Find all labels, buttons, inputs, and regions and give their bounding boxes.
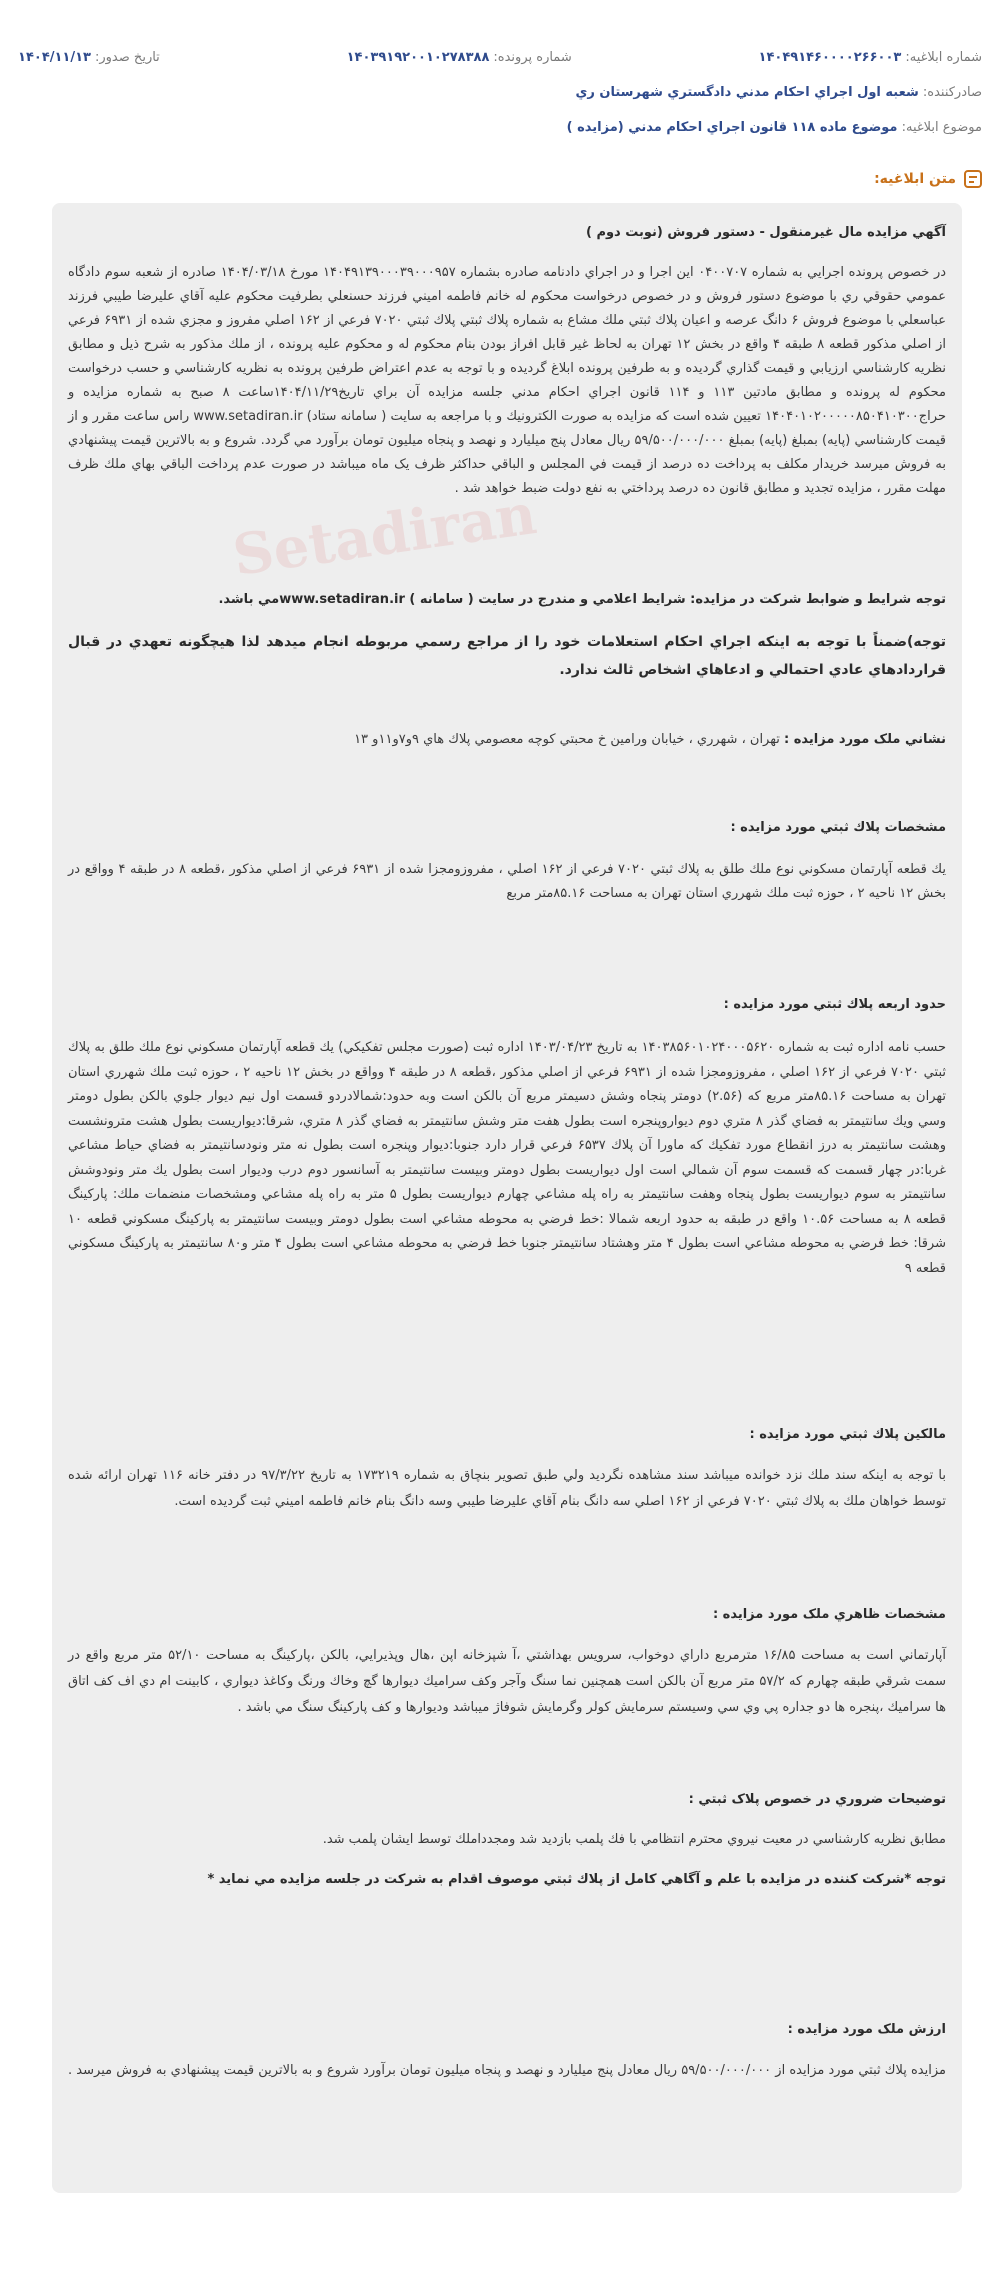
case-number-value: ۱۴۰۳۹۱۹۲۰۰۱۰۲۷۸۳۸۸: [346, 50, 490, 65]
case-number: [347, 50, 572, 65]
notice-heading: آگهي مزايده مال غيرمنقول - دستور فروش (نوبت دوم ): [585, 225, 946, 240]
notice-content-box: [52, 203, 962, 2193]
case-number-label: شماره پرونده:: [493, 50, 572, 65]
issuer-label: صادرکننده:: [922, 85, 982, 100]
notice-number-label: شماره ابلاغیه:: [905, 50, 982, 65]
notes-title: توضيحات ضروري در خصوص پلاک ثبتي :: [688, 1792, 946, 1807]
notice-text-title: متن ابلاغیه:: [874, 171, 956, 187]
notes-text: مطابق نظريه كارشناسي در معيت نيروي محترم انتظامي با فك پلمب بازديد شد ومجدداملك توسط ايشان پلمب شد.: [322, 1832, 946, 1847]
issuer-line: [575, 85, 982, 100]
subject-value: موضوع ماده ۱۱۸ قانون اجراي احكام مدني (مزايده ): [566, 120, 898, 135]
issue-date: [18, 50, 160, 65]
issue-date-value: ۱۴۰۴/۱۱/۱۳: [18, 50, 91, 65]
conditions-paragraph: توجه شرايط و ضوابط شركت در مزايده: شرايط اعلامي و مندرج در سايت ( سامانه ) www.setadiran.irمي باشد.: [218, 592, 946, 607]
notice-text-header: [874, 170, 982, 188]
address-label: نشاني ملک مورد مزايده :: [783, 732, 946, 747]
owners-title: مالكين پلاك ثبتي مورد مزايده :: [749, 1427, 946, 1442]
issue-date-label: تاریخ صدور:: [95, 50, 160, 65]
subject-label: موضوع ابلاغیه:: [901, 120, 982, 135]
header-meta-row: [18, 50, 982, 65]
appearance-text: آپارتماني است به مساحت ۱۶/۸۵ مترمربع داراي دوخواب، سرويس بهداشتي ،آ شپزخانه اپن ،هال وپذيرايي، بالكن ،پاركينگ به مساحت ۵۲/۱۰ متر مربع واقع در سمت شرقي طبقه چهارم كه ۵۷/۲ متر مربع آن بالكن است همچنين نما سنگ وآجر وكف سراميك ديوارها گچ وخاك ورنگ وكاغذ ديواري ، كابينت ام دي اف كف اتاق ها سراميك ،پنجره ها دو جداره پي وي سي وسيستم سرمايش كولر وگرمايش شوفاژ ميباشد وديوارها و كف پاركينگ سنگ مي باشد .: [68, 1648, 946, 1715]
watermark-logo: Setadiran: [228, 481, 541, 589]
issuer-value: شعبه اول اجراي احكام مدني دادگستري شهرستان ري: [575, 85, 919, 100]
bounds-title: حدود اربعه پلاك ثبتي مورد مزايده :: [723, 997, 946, 1012]
bounds-text: حسب نامه اداره ثبت به شماره ۱۴۰۳۸۵۶۰۱۰۲۴۰۰۰۵۶۲۰ به تاريخ ۱۴۰۳/۰۴/۲۳ اداره ثبت (صورت مجلس تفكيكي) يك قطعه آپارتمان مسكوني نوع ملك طلق به پلاك ثبتي ۷۰۲۰ فرعي از ۱۶۲ اصلي ، مفروزومجزا شده از ۶۹۳۱ فرعي از اصلي مذكور ،قطعه ۸ در طبقه ۴ وواقع در بخش ۱۲ ناحيه ۲ ، حوزه ثبت ملك شهرري استان تهران به مساحت ۸۵.۱۶متر مربع كه (۲.۵۶) دومتر پنجاه وشش دسيمتر مربع آن بالكن است وبه حدود:شمالادردو قسمت اول نيم ديوار جلوي بالكن بطول دومتر وسي ويك سانتيمتر به فضاي گذر ۸ متري دوم ديواروپنجره است بطول هفت متر وشش سانتيمتر به فضاي گذر ۸ متري، شرقا:ديواريست بطول هشت مترونشست وهشت سانتيمتر به درز انقطاع مورد تفكيك كه ماورا آن پلاك ۶۵۳۷ فرعي قرار دارد جنوبا:ديوار وپنجره است بطول نه متر ونودسانتيمتر به فضاي حياط مشاعي غربا:در چهار قسمت كه قسمت سوم آن شمالي است اول ديواريست بطول دومتر وبيست سانتيمتر به آسانسور دوم درب وديوار است بطول يك متر ونودوشش سانتيمتر به سوم ديواريست بطول پنجاه وهفت سانتيمتر به راه پله مشاعي چهارم ديواريست بطول ۵ متر به راه پله مشاعي ومشخصات منضمات ملك: پاركينگ قطعه ۸ به مساحت ۱۰.۵۶ واقع در طبقه به حدود اربعه شمالا :خط فرضي به محوطه مشاعي است بطول دومتر وبيست سانتيمتر به پاركينگ مسكوني قطعه ۱۰ شرقا: خط فرضي به محوطه مشاعي است بطول ۴ متر وهشتاد سانتيمتر جنوبا خط فرضي به محوطه مشاعي است بطول ۴ متر و۸۰ سانتيمتر به پاركينگ مسكوني قطعه ۹: [68, 1040, 947, 1276]
spec-text: يك قطعه آپارتمان مسكوني نوع ملك طلق به پلاك ثبتي ۷۰۲۰ فرعي از ۱۶۲ اصلي ، مفروزومجزا شده از ۶۹۳۱ فرعي از اصلي مذكور ،قطعه ۸ در طبقه ۴ وواقع در بخش ۱۲ ناحيه ۲ ، حوزه ثبت ملك شهرري استان تهران به مساحت ۸۵.۱۶متر مربع: [68, 862, 946, 901]
appearance-title: مشخصات ظاهري ملک مورد مزايده :: [712, 1607, 946, 1622]
notice-number-value: ۱۴۰۴۹۱۴۶۰۰۰۰۲۶۶۰۰۳: [758, 50, 902, 65]
subject-line: [567, 120, 982, 135]
value-text: مزايده پلاك ثبتي مورد مزايده از ۵۹/۵۰۰/۰۰۰/۰۰۰ ريال معادل پنج ميليارد و نهصد و پنجاه ميليون تومان برآورد شروع و به بالاترين قيمت پيشنهادي به فروش ميرسد .: [68, 2063, 946, 2078]
owners-text: با توجه به اينكه سند ملك نزد خوانده ميباشد سند مشاهده نگرديد ولي طبق تصوير بنچاق به شماره ۱۷۳۲۱۹ به تاريخ ۹۷/۳/۲۲ در دفتر خانه ۱۱۶ تهران ارائه شده توسط خواهان ملك به پلاك ثبتي ۷۰۲۰ فرعي از ۱۶۲ اصلي سه دانگ بنام آقاي عليرضا طيبي وسه دانگ بنام خانم فاطمه اميني ثبت گرديده است.: [68, 1468, 947, 1509]
warning-text: توجه *شركت كننده در مزايده با علم و آگاهي كامل از پلاك ثبتي موصوف اقدام به شركت در جلسه مزايده مي نمايد *: [207, 1872, 946, 1887]
address-line: [68, 728, 946, 752]
notice-number: [759, 50, 982, 65]
main-paragraph: در خصوص پرونده اجرايي به شماره ۰۴۰۰۷۰۷ اين اجرا و در اجراي دادنامه صادره بشماره ۱۴۰۴۹۱۳۹۰۰۰۳۹۰۰۰۹۵۷ مورخ ۱۴۰۴/۰۳/۱۸ صادره از شعبه سوم دادگاه عمومي حقوقي ري با موضوع دستور فروش و در خصوص درخواست محكوم له خانم فاطمه اميني فرزند حسنعلي بطرفيت محكوم عليه آقاي عليرضا طيبي فرزند عباسعلي با موضوع فروش ۶ دانگ عرصه و اعيان پلاك ثبتي ملك مشاع به شماره پلاك ثبتي پلاك ثبتي ۷۰۲۰ فرعي از ۱۶۲ اصلي مفروز و مجزي شده از ۶۹۳۱ فرعي از اصلي مذكور قطعه ۸ طبقه ۴ واقع در بخش ۱۲ تهران به لحاظ غير قابل افراز بودن بنام محكوم له و محكوم عليه پرونده ، از ملك مذكور به شرح ذيل و مطابق نظريه كارشناسي ارزيابي و قيمت گذاري گرديده و به طرفين پرونده ابلاغ گرديده و با توجه به عدم اعتراض طرفين پرونده به نظريه كارشناسي و حسب درخواست محكوم له پرونده و مطابق مادتين ۱۱۳ و ۱۱۴ قانون اجراي احكام مدني جلسه مزايده آن براي تاريخ۱۴۰۴/۱۱/۲۹ساعت ۸ صبح به شماره مزايده و حراج۱۴۰۴۰۱۰۲۰۰۰۰۰۸۵۰۴۱۰۳۰۰ تعيين شده است كه مزايده به صورت الكترونيك و با مراجعه به سايت ( سامانه ستاد) www.setadiran.ir راس ساعت مقرر و از قيمت كارشناسي (پايه) بمبلغ (پايه) بمبلغ ۵۹/۵۰۰/۰۰۰/۰۰۰ ريال معادل پنج ميليارد و نهصد و پنجاه ميليون تومان برآورد مي گردد. شروع و به بالاترين قيمت پيشنهادي به فروش ميرسد خريدار مكلف به پرداخت ده درصد از قيمت في المجلس و الباقي حداكثر ظرف يک ماه ميباشد در صورت عدم پرداخت الباقي بهاي ملك ظرف مهلت مقرر ، مزايده تجديد و مطابق قانون ده درصد پرداختي به نفع دولت ضبط خواهد شد .: [68, 265, 947, 496]
disclaimer-paragraph: توجه)ضمناً با توجه به اينكه اجراي احكام استعلامات خود را از مراجع رسمي مربوطه انجام ميدهد لذا هيچگونه تعهدي در قبال قراردادهاي عادي احتمالي و ادعاهاي اشخاص ثالث ندارد.: [68, 634, 946, 678]
address-value: تهران ، شهرري ، خيابان ورامين خ محبتي كوچه معصومي پلاك هاي ۹و۷و۱۱و ۱۳: [354, 732, 780, 747]
value-title: ارزش ملک مورد مزايده :: [787, 2022, 946, 2037]
spec-title: مشخصات پلاك ثبتي مورد مزايده :: [730, 820, 946, 835]
document-icon: [964, 170, 982, 188]
